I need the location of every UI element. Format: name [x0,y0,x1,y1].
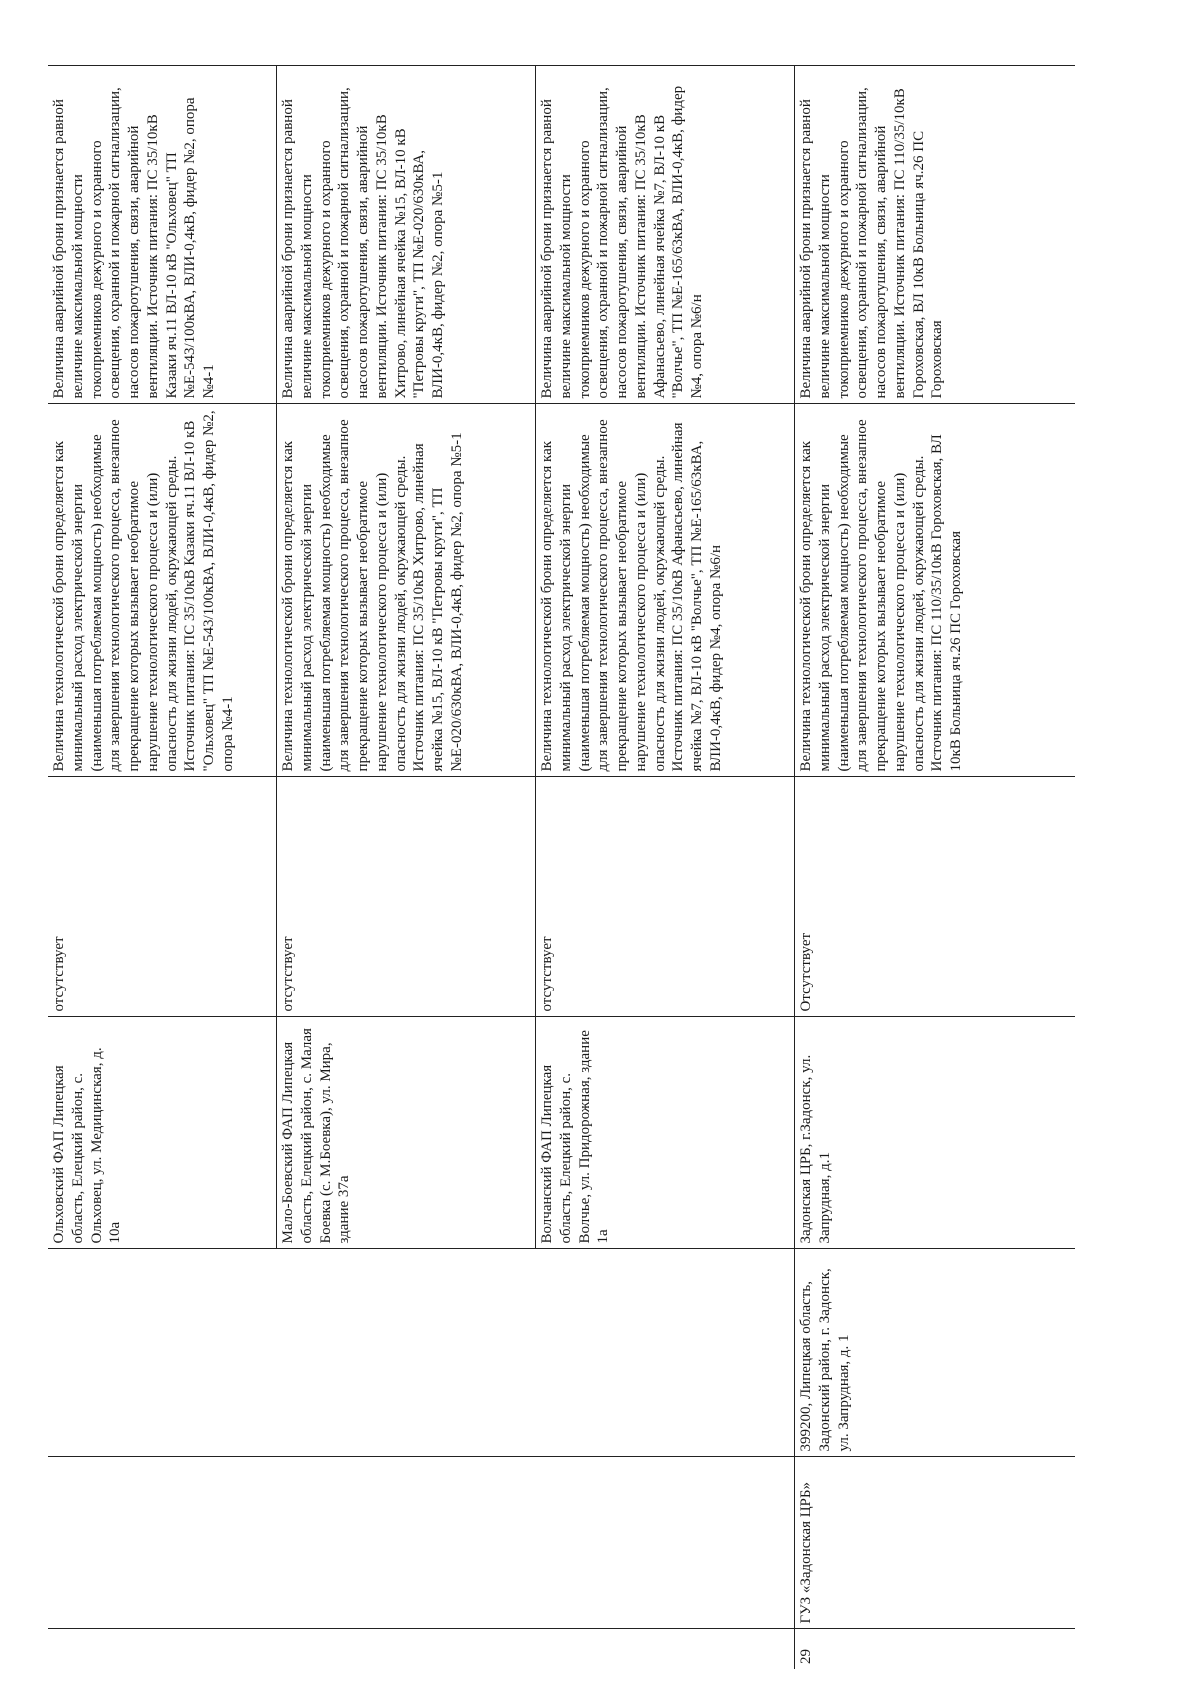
address-cell: 399200, Липецкая область, Задонский район, г. Задонск, ул. Запрудная, д. 1 [795,1249,1076,1457]
technological-reserve-cell: Величина технологической брони определяется как минимальный расход электрической энергии (наименьшая потребляемая мощность) необходимые для завершения технологического процесса, внезапное прекращение которых вызывает необратимое нарушение технологического процесса и (или) опасность для жизни людей, окружающей среды. Источник питания: ПС 35/10кВ Афанасьево, линейная ячейка №7, ВЛ-10 кВ "Волчье", ТП №Е-165/63кВА, ВЛИ-0,4кВ, фидер №4, опора №6/н [536,404,795,777]
table-row [277,66,536,1669]
organization-cell [48,1457,277,1629]
row-number [536,1629,795,1669]
emergency-reserve-cell: Величина аварийной брони признается равной величине максимальной мощности токоприемников дежурного и охранного освещения, охранной и пожарной сигнализации, насосов пожаротушения, связи, аварийной вентиляции. Источник питания: ПС 35/10кВ Казаки яч.11 ВЛ-10 кВ "Ольховец" ТП №Е-543/100кВА, ВЛИ-0,4кВ, фидер №2, опора №4-1 [48,66,277,404]
emergency-reserve-cell: Величина аварийной брони признается равной величине максимальной мощности токоприемников дежурного и охранного освещения, охранной и пожарной сигнализации, насосов пожаротушения, связи, аварийной вентиляции. Источник питания: ПС 35/10кВ Хитрово, линейная ячейка №15, ВЛ-10 кВ "Петровы круги", ТП №Е-020/630кВА, ВЛИ-0,4кВ, фидер №2, опора №5-1 [277,66,536,404]
facility-cell: Задонская ЦРБ, г.Задонск, ул. Запрудная, д.1 [795,1017,1076,1249]
emergency-status-cell: Отсутствует [795,777,1076,1017]
table-row [48,66,277,1669]
facility-cell: Ольховский ФАП Липецкая область, Елецкий район, с. Ольховец, ул. Медицинская, д. 10а [48,1017,277,1249]
row-number [48,1629,277,1669]
organization-cell [277,1457,536,1629]
organization-cell: ГУЗ «Задонская ЦРБ» [795,1457,1076,1629]
facility-cell: Волчанский ФАП Липецкая область, Елецкий район, с. Волчье, ул. Придорожная, здание 1а [536,1017,795,1249]
emergency-reserve-cell: Величина аварийной брони признается равной величине максимальной мощности токоприемников дежурного и охранного освещения, охранной и пожарной сигнализации, насосов пожаротушения, связи, аварийной вентиляции. Источник питания: ПС 110/35/10кВ Гороховская, ВЛ 10кВ Больница яч.26 ПС Гороховская [795,66,1076,404]
emergency-status-cell: отсутствует [536,777,795,1017]
table-row [795,66,1076,1669]
emergency-status-cell: отсутствует [48,777,277,1017]
technological-reserve-cell: Величина технологической брони определяется как минимальный расход электрической энергии (наименьшая потребляемая мощность) необходимые для завершения технологического процесса, внезапное прекращение которых вызывает необратимое нарушение технологического процесса и (или) опасность для жизни людей, окружающей среды. Источник питания: ПС 35/10кВ Хитрово, линейная ячейка №15, ВЛ-10 кВ "Петровы круги", ТП №Е-020/630кВА, ВЛИ-0,4кВ, фидер №2, опора №5-1 [277,404,536,777]
power-reserve-table [48,66,1075,1670]
emergency-reserve-cell: Величина аварийной брони признается равной величине максимальной мощности токоприемников дежурного и охранного освещения, охранной и пожарной сигнализации, насосов пожаротушения, связи, аварийной вентиляции. Источник питания: ПС 35/10кВ Афанасьево, линейная ячейка №7, ВЛ-10 кВ "Волчье", ТП №Е-165/63кВА, ВЛИ-0,4кВ, фидер №4, опора №6/н [536,66,795,404]
table-row [536,66,795,1669]
emergency-status-cell: отсутствует [277,777,536,1017]
facility-cell: Мало-Боевский ФАП Липецкая область, Елецкий район, с. Малая Боевка (с. М.Боевка), ул. Мира, здание 37а [277,1017,536,1249]
technological-reserve-cell: Величина технологической брони определяется как минимальный расход электрической энергии (наименьшая потребляемая мощность) необходимые для завершения технологического процесса, внезапное прекращение которых вызывает необратимое нарушение технологического процесса и (или) опасность для жизни людей, окружающей среды. Источник питания: ПС 110/35/10кВ Гороховская, ВЛ 10кВ Больница яч.26 ПС Гороховская [795,404,1076,777]
address-cell [48,1249,277,1457]
organization-cell [536,1457,795,1629]
address-cell [536,1249,795,1457]
row-number: 29 [795,1629,1076,1669]
row-number [277,1629,536,1669]
technological-reserve-cell: Величина технологической брони определяется как минимальный расход электрической энергии (наименьшая потребляемая мощность) необходимые для завершения технологического процесса, внезапное прекращение которых вызывает необратимое нарушение технологического процесса и (или) опасность для жизни людей, окружающей среды. Источник питания: ПС 35/10кВ Казаки яч.11 ВЛ-10 кВ "Ольховец" ТП №Е-543/100кВА, ВЛИ-0,4кВ, фидер №2, опора №4-1 [48,404,277,777]
address-cell [277,1249,536,1457]
